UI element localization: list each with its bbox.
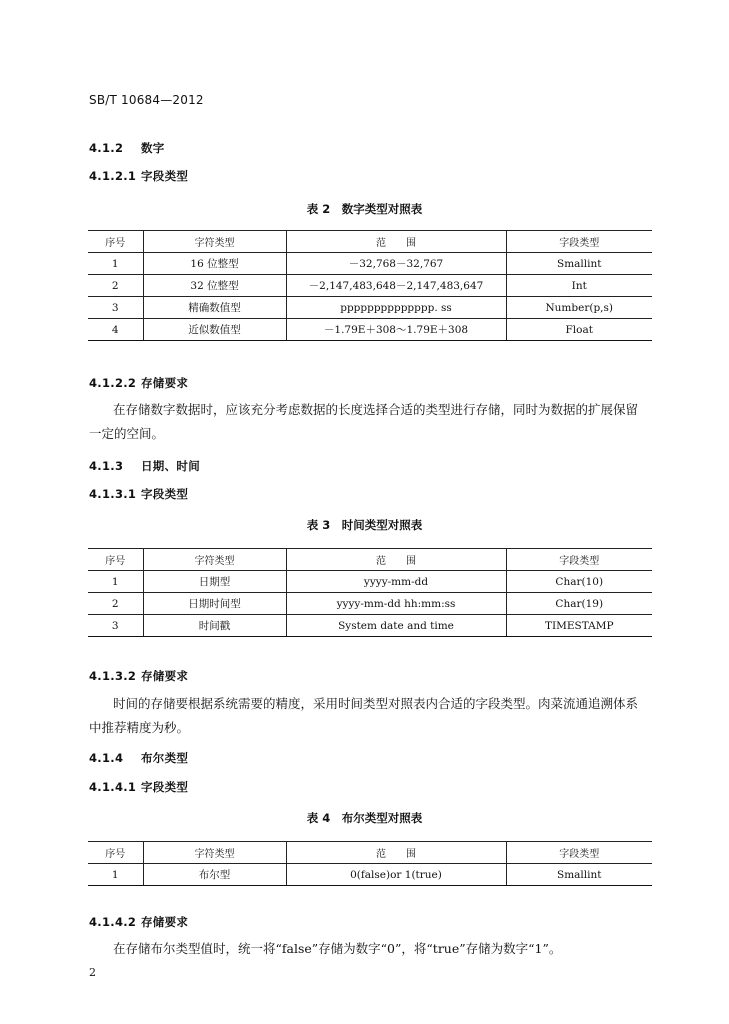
cell-char-type: 日期时间型: [143, 593, 286, 615]
cell-field-type: Char(19): [506, 593, 652, 615]
cell-range: －2,147,483,648－2,147,483,647: [286, 275, 506, 297]
section-4-1-4-1: [89, 779, 188, 795]
cell-char-type: 时间戳: [143, 615, 286, 637]
page-number: 2: [89, 966, 96, 979]
header-range: 范 围: [286, 842, 506, 864]
standard-code-header: SB/T 10684—2012: [89, 93, 204, 107]
paragraph-text: 在存储数字数据时，应该充分考虑数据的长度选择合适的类型进行存储，同时为数据的扩展保留一定的空间。: [89, 402, 639, 441]
paragraph-time-storage: [89, 692, 649, 740]
cell-seq: 3: [88, 615, 143, 637]
section-number: 4.1.4.1: [89, 780, 137, 794]
table-row: [88, 864, 652, 886]
cell-range: yyyy-mm-dd hh:mm:ss: [286, 593, 506, 615]
header-field-type: 字段类型: [506, 842, 652, 864]
table-header-row: [88, 549, 652, 571]
header-range: 范 围: [286, 231, 506, 253]
paragraph-number-storage: [89, 398, 649, 446]
section-title: 字段类型: [141, 487, 189, 501]
cell-char-type: 布尔型: [143, 864, 286, 886]
section-4-1-4-2: [89, 914, 188, 930]
section-title: 存储要求: [141, 376, 189, 390]
paragraph-text: 时间的存储要根据系统需要的精度，采用时间类型对照表内合适的字段类型。肉菜流通追溯体系中推荐精度为秒。: [89, 696, 639, 735]
section-number: 4.1.3: [89, 459, 124, 473]
cell-range: －32,768－32,767: [286, 253, 506, 275]
table-row: [88, 275, 652, 297]
cell-range: yyyy-mm-dd: [286, 571, 506, 593]
cell-seq: 1: [88, 571, 143, 593]
section-number: 4.1.4: [89, 751, 124, 765]
header-char-type: 字符类型: [143, 549, 286, 571]
table-row: [88, 571, 652, 593]
section-title: 布尔类型: [141, 751, 189, 765]
header-field-type: 字段类型: [506, 549, 652, 571]
cell-char-type: 16 位整型: [143, 253, 286, 275]
section-number: 4.1.2: [89, 141, 124, 155]
section-4-1-4: [89, 750, 188, 766]
table-4: [88, 841, 652, 886]
table-2: [88, 230, 652, 341]
section-4-1-3-1: [89, 486, 188, 502]
header-range: 范 围: [286, 549, 506, 571]
section-title: 日期、时间: [141, 459, 200, 473]
cell-field-type: Number(p,s): [506, 297, 652, 319]
header-char-type: 字符类型: [143, 231, 286, 253]
cell-range: 0(false)or 1(true): [286, 864, 506, 886]
section-title: 数字: [141, 141, 165, 155]
cell-field-type: Int: [506, 275, 652, 297]
section-4-1-2: [89, 140, 165, 156]
cell-seq: 3: [88, 297, 143, 319]
header-seq: 序号: [88, 231, 143, 253]
header-field-type: 字段类型: [506, 231, 652, 253]
header-seq: 序号: [88, 549, 143, 571]
section-4-1-3: [89, 458, 200, 474]
table-4-caption: 表 4 布尔类型对照表: [306, 811, 423, 825]
section-4-1-2-1: [89, 168, 188, 184]
cell-seq: 1: [88, 864, 143, 886]
header-char-type: 字符类型: [143, 842, 286, 864]
section-number: 4.1.3.2: [89, 669, 137, 683]
section-title: 字段类型: [141, 169, 189, 183]
table-3-caption: 表 3 时间类型对照表: [306, 518, 423, 532]
table-header-row: [88, 231, 652, 253]
cell-seq: 4: [88, 319, 143, 341]
cell-field-type: TIMESTAMP: [506, 615, 652, 637]
cell-field-type: Char(10): [506, 571, 652, 593]
cell-range: System date and time: [286, 615, 506, 637]
cell-seq: 1: [88, 253, 143, 275]
section-4-1-3-2: [89, 668, 188, 684]
section-number: 4.1.3.1: [89, 487, 137, 501]
cell-char-type: 日期型: [143, 571, 286, 593]
section-title: 存储要求: [141, 669, 189, 683]
paragraph-text: 在存储布尔类型值时，统一将“false”存储为数字“0”，将“true”存储为数字“1”。: [113, 941, 562, 956]
table-row: [88, 297, 652, 319]
cell-range: pppppppppppppp. ss: [286, 297, 506, 319]
table-header-row: [88, 842, 652, 864]
table-row: [88, 593, 652, 615]
cell-char-type: 近似数值型: [143, 319, 286, 341]
cell-field-type: Float: [506, 319, 652, 341]
table-row: [88, 253, 652, 275]
section-title: 存储要求: [141, 915, 189, 929]
header-seq: 序号: [88, 842, 143, 864]
section-number: 4.1.2.2: [89, 376, 137, 390]
section-number: 4.1.2.1: [89, 169, 137, 183]
section-title: 字段类型: [141, 780, 189, 794]
table-row: [88, 319, 652, 341]
cell-seq: 2: [88, 275, 143, 297]
cell-char-type: 精确数值型: [143, 297, 286, 319]
cell-field-type: Smallint: [506, 253, 652, 275]
table-row: [88, 615, 652, 637]
cell-seq: 2: [88, 593, 143, 615]
cell-field-type: Smallint: [506, 864, 652, 886]
table-2-caption: 表 2 数字类型对照表: [306, 202, 423, 216]
cell-range: －1.79E＋308～1.79E＋308: [286, 319, 506, 341]
table-3: [88, 548, 652, 637]
section-4-1-2-2: [89, 375, 188, 391]
section-number: 4.1.4.2: [89, 915, 137, 929]
paragraph-bool-storage: [89, 937, 649, 961]
cell-char-type: 32 位整型: [143, 275, 286, 297]
